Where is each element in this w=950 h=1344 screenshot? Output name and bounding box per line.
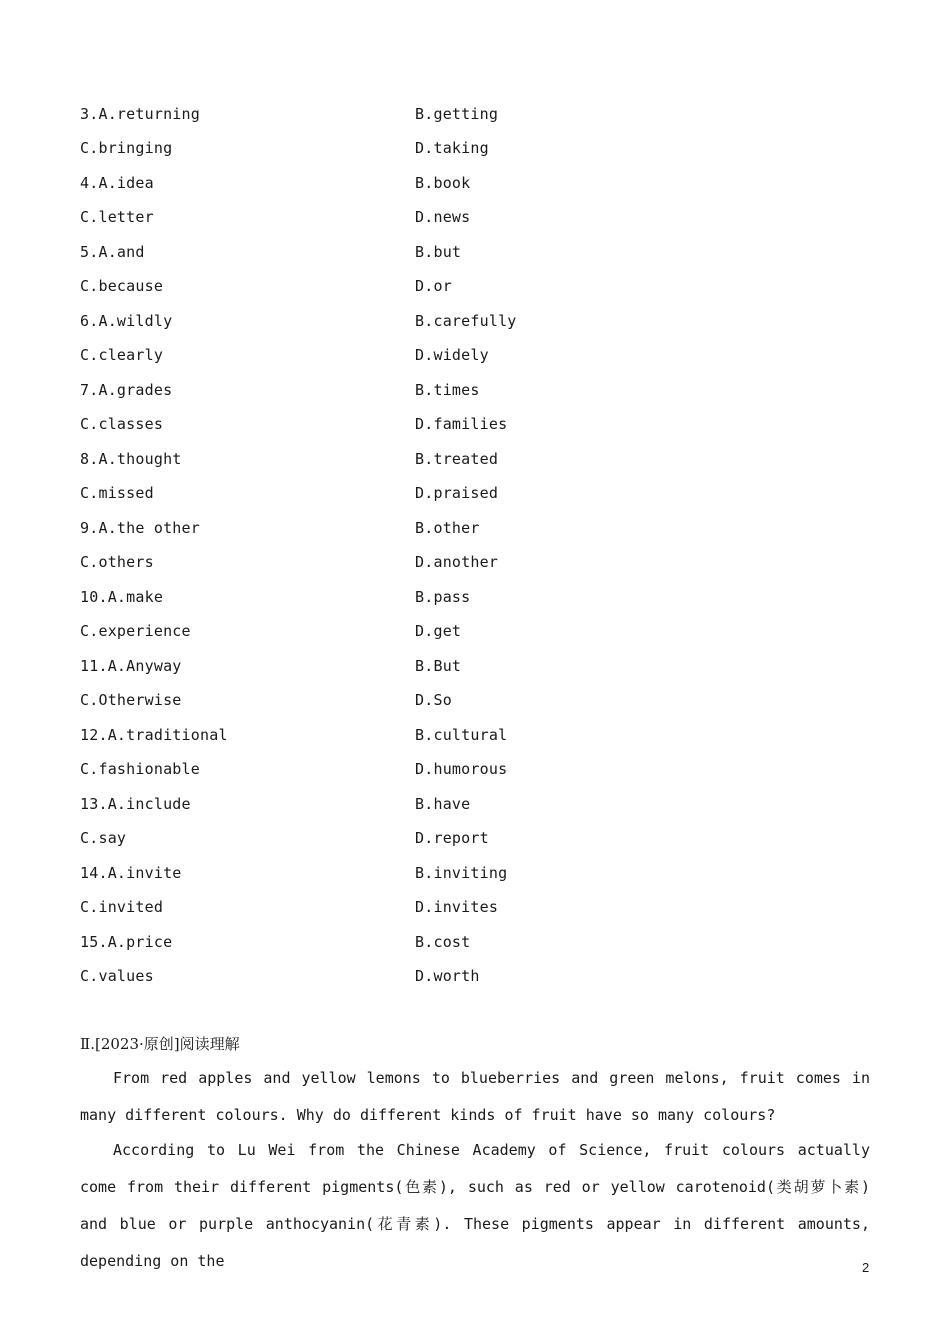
option-12c: C.fashionable xyxy=(80,760,200,778)
option-13b: B.have xyxy=(415,795,471,813)
option-6a: 6.A.wildly xyxy=(80,312,173,330)
option-11a: 11.A.Anyway xyxy=(80,657,182,675)
option-8d: D.praised xyxy=(415,484,499,502)
option-10b: B.pass xyxy=(415,588,471,606)
option-7c: C.classes xyxy=(80,415,164,433)
option-10c: C.experience xyxy=(80,622,191,640)
option-3b: B.getting xyxy=(415,105,499,123)
option-3a: 3.A.returning xyxy=(80,105,200,123)
option-8a: 8.A.thought xyxy=(80,450,182,468)
option-12d: D.humorous xyxy=(415,760,508,778)
section-title: Ⅱ.[2023·原创]阅读理解 xyxy=(80,1035,240,1053)
option-9c: C.others xyxy=(80,553,154,571)
option-8b: B.treated xyxy=(415,450,499,468)
option-3d: D.taking xyxy=(415,139,489,157)
option-11d: D.So xyxy=(415,691,452,709)
option-14b: B.inviting xyxy=(415,864,508,882)
option-5c: C.because xyxy=(80,277,164,295)
option-13c: C.say xyxy=(80,829,127,847)
option-5a: 5.A.and xyxy=(80,243,145,261)
option-6b: B.carefully xyxy=(415,312,517,330)
option-14a: 14.A.invite xyxy=(80,864,182,882)
option-11b: B.But xyxy=(415,657,462,675)
option-6d: D.widely xyxy=(415,346,489,364)
option-7b: B.times xyxy=(415,381,480,399)
option-8c: C.missed xyxy=(80,484,154,502)
option-3c: C.bringing xyxy=(80,139,173,157)
option-9d: D.another xyxy=(415,553,499,571)
option-7d: D.families xyxy=(415,415,508,433)
option-12b: B.cultural xyxy=(415,726,508,744)
option-14d: D.invites xyxy=(415,898,499,916)
option-15a: 15.A.price xyxy=(80,933,173,951)
option-15c: C.values xyxy=(80,967,154,985)
option-15d: D.worth xyxy=(415,967,480,985)
option-4c: C.letter xyxy=(80,208,154,226)
page-number: 2 xyxy=(862,1260,870,1275)
option-11c: C.Otherwise xyxy=(80,691,182,709)
option-5d: D.or xyxy=(415,277,452,295)
option-12a: 12.A.traditional xyxy=(80,726,228,744)
option-14c: C.invited xyxy=(80,898,164,916)
option-4a: 4.A.idea xyxy=(80,174,154,192)
option-5b: B.but xyxy=(415,243,462,261)
option-9b: B.other xyxy=(415,519,480,537)
paragraph-1: From red apples and yellow lemons to blueberries and green melons, fruit comes in many different colours. Why do different kinds of fruit have so many colours? xyxy=(80,1069,870,1124)
option-13d: D.report xyxy=(415,829,489,847)
option-9a: 9.A.the other xyxy=(80,519,200,537)
option-15b: B.cost xyxy=(415,933,471,951)
option-13a: 13.A.include xyxy=(80,795,191,813)
option-4b: B.book xyxy=(415,174,471,192)
option-7a: 7.A.grades xyxy=(80,381,173,399)
option-4d: D.news xyxy=(415,208,471,226)
option-10d: D.get xyxy=(415,622,462,640)
paragraph-2: According to Lu Wei from the Chinese Academy of Science, fruit colours actually come from their different pigments(色素), such as red or yellow carotenoid(类胡萝卜素) and blue or purple anthocyanin(花青素). These pigments appear in different amounts, depending on the xyxy=(80,1141,870,1270)
option-10a: 10.A.make xyxy=(80,588,164,606)
option-6c: C.clearly xyxy=(80,346,164,364)
